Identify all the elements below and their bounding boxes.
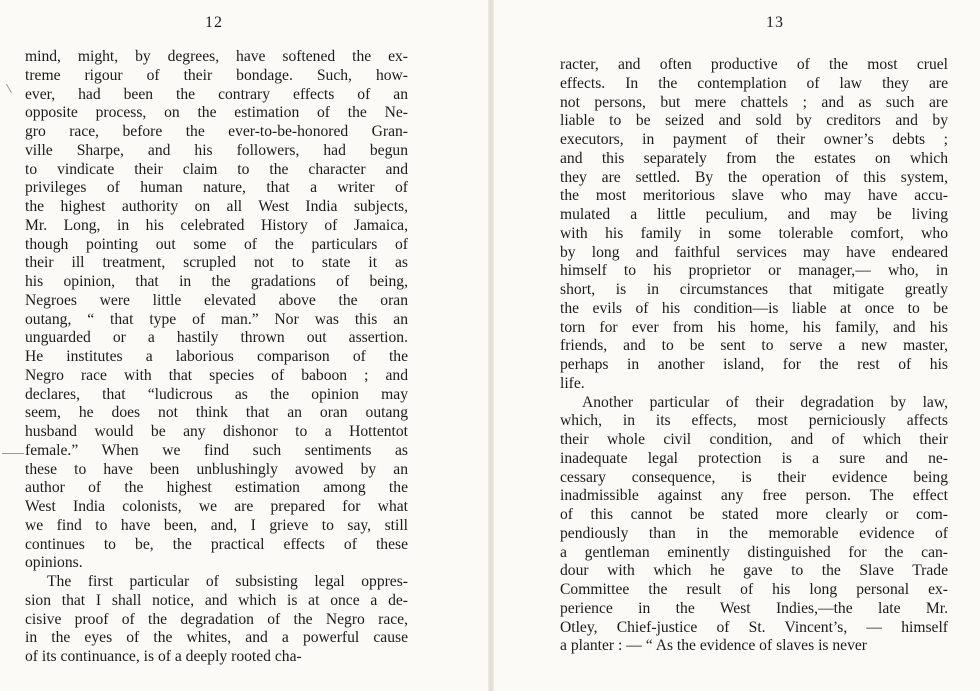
margin-mark [2,453,24,454]
text-line: short, is in circumstances that mitigate greatly [560,281,948,298]
text-line: a gentleman eminently distinguished for the can- [560,543,948,561]
text-line: though pointing out some of the particulars of [25,235,408,253]
text-line: West India colonists, we are prepared for what [25,498,408,515]
text-line: friends, and to be sent to serve a new master, [560,337,948,355]
text-line: female.” When we find such sentiments as [25,441,408,459]
text-line: life. [560,374,585,392]
text-line: executors, in payment of their owner’s debts ; [560,131,948,148]
text-line: with his family in some tolerable comfort, who [560,224,948,242]
text-line: privileges of human nature, that a writer of [25,179,408,197]
text-line: in the eyes of the whites, and a powerful cause [25,629,408,647]
text-line: perhaps in another island, for the rest of his [560,356,948,373]
text-line: himself to his proprietor or manager,— who, in [560,262,948,280]
text-line: they are settled. By the operation of this system, [560,168,948,186]
text-line: Mr. Long, in his celebrated History of Jamaica, [25,216,408,234]
text-line: inadmissible against any free person. The effect [560,487,948,505]
text-line: He institutes a laborious comparison of the [25,348,408,365]
text-line: by long and faithful services may have endeared [560,243,948,261]
left-page-text [25,48,408,667]
text-line: Negroes were little elevated above the oran [25,291,408,309]
text-line: Otley, Chief-justice of St. Vincent’s, — himself [560,618,948,636]
text-line: and this separately from the estates on which [560,149,948,167]
text-line: unguarded or a hastily thrown out assertion. [25,329,408,347]
text-line: cessary consequence, is their evidence being [560,468,948,486]
text-line: gro race, before the ever-to-be-honored Gran- [25,123,408,140]
left-page-number: 12 [205,14,223,31]
text-line: these to have been unblushingly avowed by an [25,460,408,478]
text-line: treme rigour of their bondage. Such, how- [25,66,408,84]
text-line: dour with which he gave to the Slave Trade [560,562,948,580]
text-line: cisive proof of the degradation of the Negro race, [25,610,408,628]
margin-mark [6,84,12,93]
text-line: mind, might, by degrees, have softened the ex- [25,48,408,65]
text-line: opinions. [25,554,83,572]
left-page [0,0,488,691]
text-line: inadequate legal protection is a sure and ne- [560,449,948,467]
text-line: seem, he does not think that an oran outang [25,404,408,422]
text-line: racter, and often productive of the most cruel [560,56,948,73]
text-line: perience in the West Indies,—the late Mr. [560,599,948,617]
text-line: of its continuance, is of a deeply rooted cha- [25,648,302,665]
text-line: author of the highest estimation among the [25,479,408,497]
text-line: Negro race with that species of baboon ; and [25,366,408,384]
right-page-number: 13 [766,14,784,31]
text-line: we find to have been, and, I grieve to say, still [25,516,408,534]
text-line: opposite process, on the estimation of the Ne- [25,104,408,122]
text-line: a planter : — “ As the evidence of slaves is never [560,637,868,655]
text-line: ville Sharpe, and his followers, had begun [25,141,408,159]
text-line: liable to be seized and sold by creditors and by [560,112,948,130]
text-line: not persons, but mere chattels ; and as such are [560,93,948,111]
text-line: Another particular of their degradation by law, [582,393,948,411]
text-line: pendiously than in the memorable evidence of [560,524,948,542]
text-line: which, in its effects, most perniciously affects [560,412,948,430]
text-line: their whole civil condition, and of which their [560,431,948,448]
text-line: of this cannot be stated more clearly or com- [560,506,948,523]
text-line: declares, that “ludicrous as the opinion may [25,385,408,403]
text-line: husband would be any dishonor to a Hottentot [25,423,408,440]
text-line: mulated a little peculium, and may be living [560,206,948,223]
text-line: continues to be, the practical effects of these [25,535,408,553]
text-line: outang, “ that type of man.” Nor was this an [25,310,408,328]
text-line: The first particular of subsisting legal oppres- [47,573,408,590]
text-line: to vindicate their claim to the character and [25,160,408,178]
text-line: his opinion, that in the gradations of being, [25,273,408,290]
text-line: Committee the result of his long personal ex- [560,581,948,598]
text-line: ever, had been the contrary effects of an [25,85,408,103]
right-page [494,0,980,691]
text-line: their ill treatment, scrupled not to state it as [25,254,408,272]
text-line: the highest authority on all West India subjects, [25,198,408,215]
text-line: effects. In the contemplation of law they are [560,74,948,92]
text-line: sion that I shall notice, and which is at once a de- [25,591,408,609]
text-line: the evils of his condition—is liable at once to be [560,299,948,317]
text-line: the most meritorious slave who may have accu- [560,187,948,205]
text-line: torn for ever from his home, his family, and his [560,318,948,336]
right-page-text [560,56,948,656]
